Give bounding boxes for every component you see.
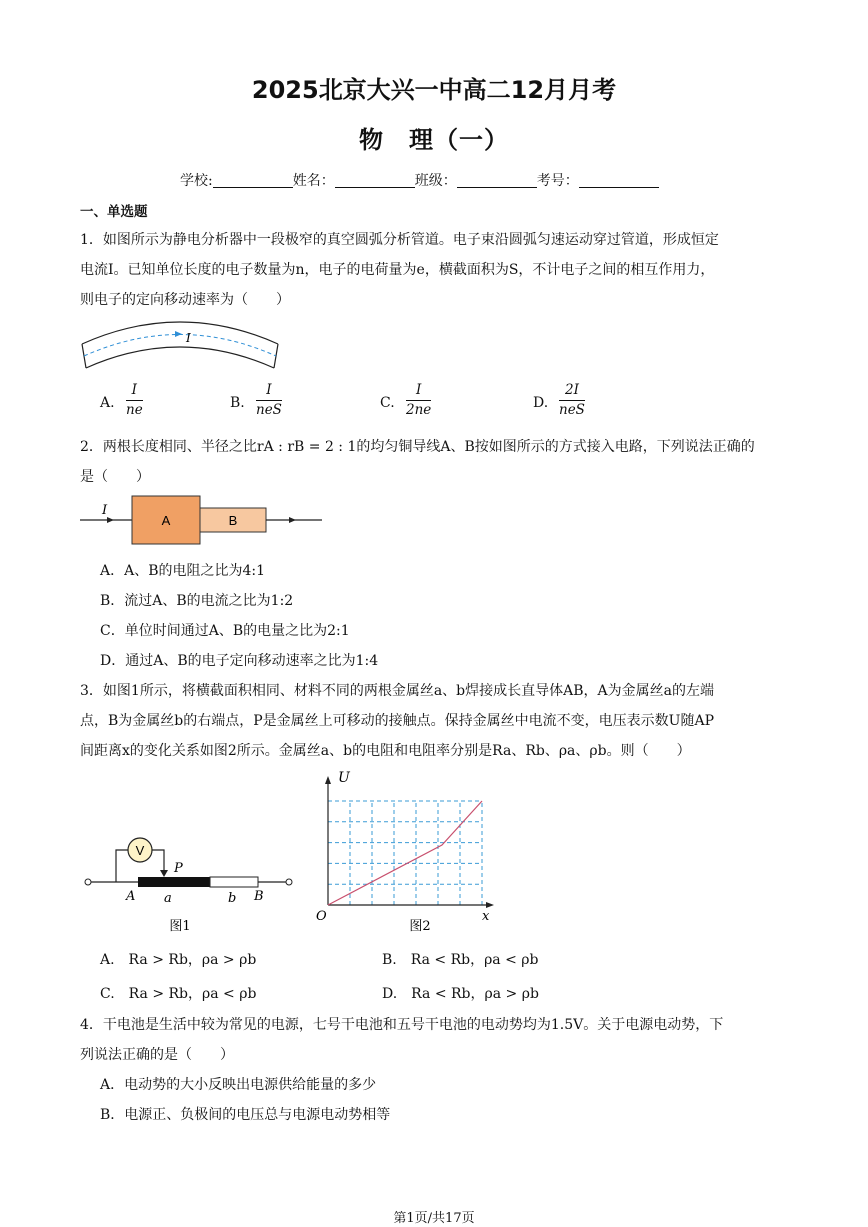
q1-option-d-fraction [559, 382, 585, 418]
q4-option-b: B．电源正、负极间的电压总与电源电动势相等 [100, 1107, 391, 1123]
q3-option-d: D. Ra < Rb，ρa > ρb [382, 986, 539, 1002]
name-blank [335, 172, 415, 188]
q4-option-a: A．电动势的大小反映出电源供给能量的多少 [100, 1077, 377, 1093]
fraction-numerator: I [126, 382, 143, 401]
q1-text-line1: 1．如图所示为静电分析器中一段极窄的真空圆弧分析管道。电子束沿圆弧匀速运动穿过管道，形成恒定 [80, 232, 719, 248]
fraction-numerator: I [256, 382, 282, 401]
wire-a [138, 877, 210, 887]
fraction-denominator: neS [559, 402, 585, 418]
section-heading: 一、单选题 [80, 204, 148, 220]
school-blank [213, 172, 293, 188]
graph-grid [328, 801, 482, 905]
figure1-caption: 图1 [169, 919, 191, 934]
student-info-line [180, 170, 659, 190]
q1-arc-tube-figure [78, 312, 282, 374]
q3-option-c: C. Ra > Rb，ρa < ρb [100, 986, 257, 1002]
q1-current-label: I [186, 331, 191, 345]
q3-figure1-circuit [80, 828, 302, 936]
end-a-label: A [126, 889, 136, 904]
q3-figure2-graph [310, 768, 500, 936]
q2-current-label: I [102, 503, 108, 518]
fraction-denominator: neS [256, 402, 282, 418]
voltmeter-label: V [135, 843, 145, 858]
slider-contact [160, 870, 168, 877]
q3-text-line1: 3．如图1所示，将横截面积相同、材料不同的两根金属丝a、b焊接成长直导体AB，A为金属丝a的左端 [80, 683, 714, 699]
wire-b-label: b [228, 891, 237, 906]
exam-no-blank [579, 172, 659, 188]
fraction-denominator: ne [126, 402, 143, 418]
q1-text-line2: 电流I。已知单位长度的电子数量为n，电子的电荷量为e，横截面积为S，不计电子之间的相互作用力， [80, 262, 715, 278]
q1-option-c-letter: C. [380, 395, 395, 411]
q4-text-line2: 列说法正确的是（ ） [80, 1047, 234, 1063]
q3-option-b: B. Ra < Rb，ρa < ρb [382, 952, 539, 968]
q2-conductor-figure [78, 494, 328, 548]
q1-option-b-fraction [256, 382, 282, 418]
fraction-numerator: I [406, 382, 431, 401]
q3-option-a: A. Ra > Rb，ρa > ρb [100, 952, 257, 968]
class-blank [457, 172, 537, 188]
u-x-line [328, 801, 482, 905]
fraction-numerator: 2I [559, 382, 585, 401]
q2-text-line1: 2．两根长度相同、半径之比rA : rB = 2 : 1的均匀铜导线A、B按如图所示的方式接入电路，下列说法正确的 [80, 439, 755, 455]
conductor-b-label: B [228, 513, 238, 528]
q1-option-a-letter: A. [100, 395, 115, 411]
origin-label: O [316, 909, 327, 924]
y-axis-label: U [338, 770, 350, 786]
end-b-label: B [254, 889, 264, 904]
q3-text-line3: 间距离x的变化关系如图2所示。金属丝a、b的电阻和电阻率分别是Ra、Rb、ρa、ρb。则（ ） [80, 743, 691, 759]
wire-a-label: a [164, 891, 172, 906]
q2-option-a: A．A、B的电阻之比为4:1 [100, 563, 266, 579]
school-label: 学校: [180, 173, 213, 189]
contact-p-label: P [174, 861, 183, 876]
q1-option-c-fraction [406, 382, 431, 418]
q2-option-c: C．单位时间通过A、B的电量之比为2:1 [100, 623, 350, 639]
wire-b [210, 877, 258, 887]
q2-option-b: B．流过A、B的电流之比为1:2 [100, 593, 294, 609]
x-axis-label: x [482, 909, 490, 924]
figure2-caption: 图2 [409, 919, 431, 934]
exam-subtitle: 物 理（一） [359, 125, 509, 154]
exam-no-label: 考号： [536, 173, 579, 189]
q1-text-line3: 则电子的定向移动速率为（ ） [80, 292, 290, 308]
exam-title: 2025北京大兴一中高二12月月考 [251, 76, 617, 104]
q2-text-line2: 是（ ） [80, 469, 150, 485]
q2-option-d: D．通过A、B的电子定向移动速率之比为1:4 [100, 653, 379, 669]
conductor-a-label: A [161, 513, 171, 528]
q1-option-d-letter: D. [533, 395, 549, 411]
class-label: 班级： [414, 173, 457, 189]
q4-text-line1: 4．干电池是生活中较为常见的电源，七号干电池和五号干电池的电动势均为1.5V。关于电源电动势，下 [80, 1017, 724, 1033]
q1-option-a-fraction [126, 382, 143, 418]
name-label: 姓名： [292, 173, 335, 189]
q3-text-line2: 点，B为金属丝b的右端点，P是金属丝上可移动的接触点。保持金属丝中电流不变，电压表示数U随AP [80, 713, 714, 729]
q1-option-b-letter: B. [230, 395, 245, 411]
page-number: 第1页/共17页 [393, 1211, 475, 1226]
fraction-denominator: 2ne [406, 402, 432, 418]
